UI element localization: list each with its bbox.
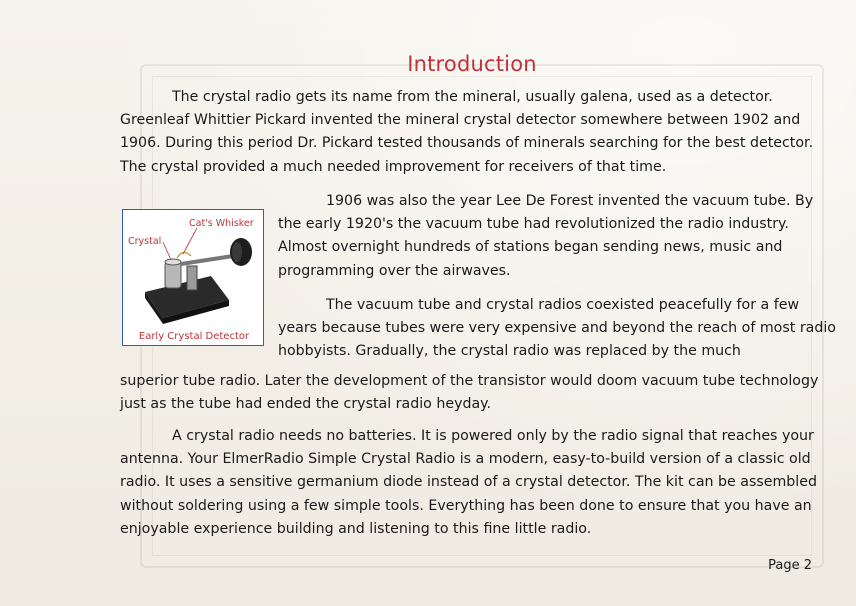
paragraph-vacuum-tube: 1906 was also the year Lee De Forest invented the vacuum tube. By the early 1920's the vacuum tube had revolutionized the radio industry. Almost overnight hundreds of stations began sending news, music and programming over the airwaves. (278, 193, 814, 279)
paragraph-coexisted-continued: superior tube radio. Later the development of the transistor would doom vacuum tube technology just as the tube had ended the crystal radio heyday. (120, 373, 819, 413)
label-cats-whisker: Cat's Whisker (189, 218, 254, 229)
paragraph-no-batteries: A crystal radio needs no batteries. It is powered only by the radio signal that reaches your antenna. Your ElmerRadio Simple Crystal Radio is a modern, easy-to-build version of a classic old radio. It uses a sensitive germanium diode instead of a crystal detector. The kit can be assembled without soldering using a few simple tools. Everything has been done to ensure that you have an enjoyable experience building and listening to this fine little radio. (120, 428, 817, 537)
crystal-detector-illustration (123, 210, 263, 345)
label-crystal: Crystal (128, 236, 162, 247)
paragraph-coexisted: The vacuum tube and crystal radios coexisted peacefully for a few years because tubes were very expensive and beyond the reach of most radio hobbyists. Gradually, the crystal radio was replaced by the much (278, 297, 836, 360)
crystal-detector-figure (122, 209, 264, 346)
paragraph-intro: The crystal radio gets its name from the mineral, usually galena, used as a detector. Greenleaf Whittier Pickard invented the mineral crystal detector somewhere between 1902 and 1906. During this period Dr. Pickard tested thousands of minerals searching for the best detector. The crystal provided a much needed improvement for receivers of that time. (120, 89, 814, 175)
figure-caption: Early Crystal Detector (138, 331, 250, 342)
page-number: Page 2 (768, 558, 812, 573)
page-title: Introduction (407, 52, 537, 76)
